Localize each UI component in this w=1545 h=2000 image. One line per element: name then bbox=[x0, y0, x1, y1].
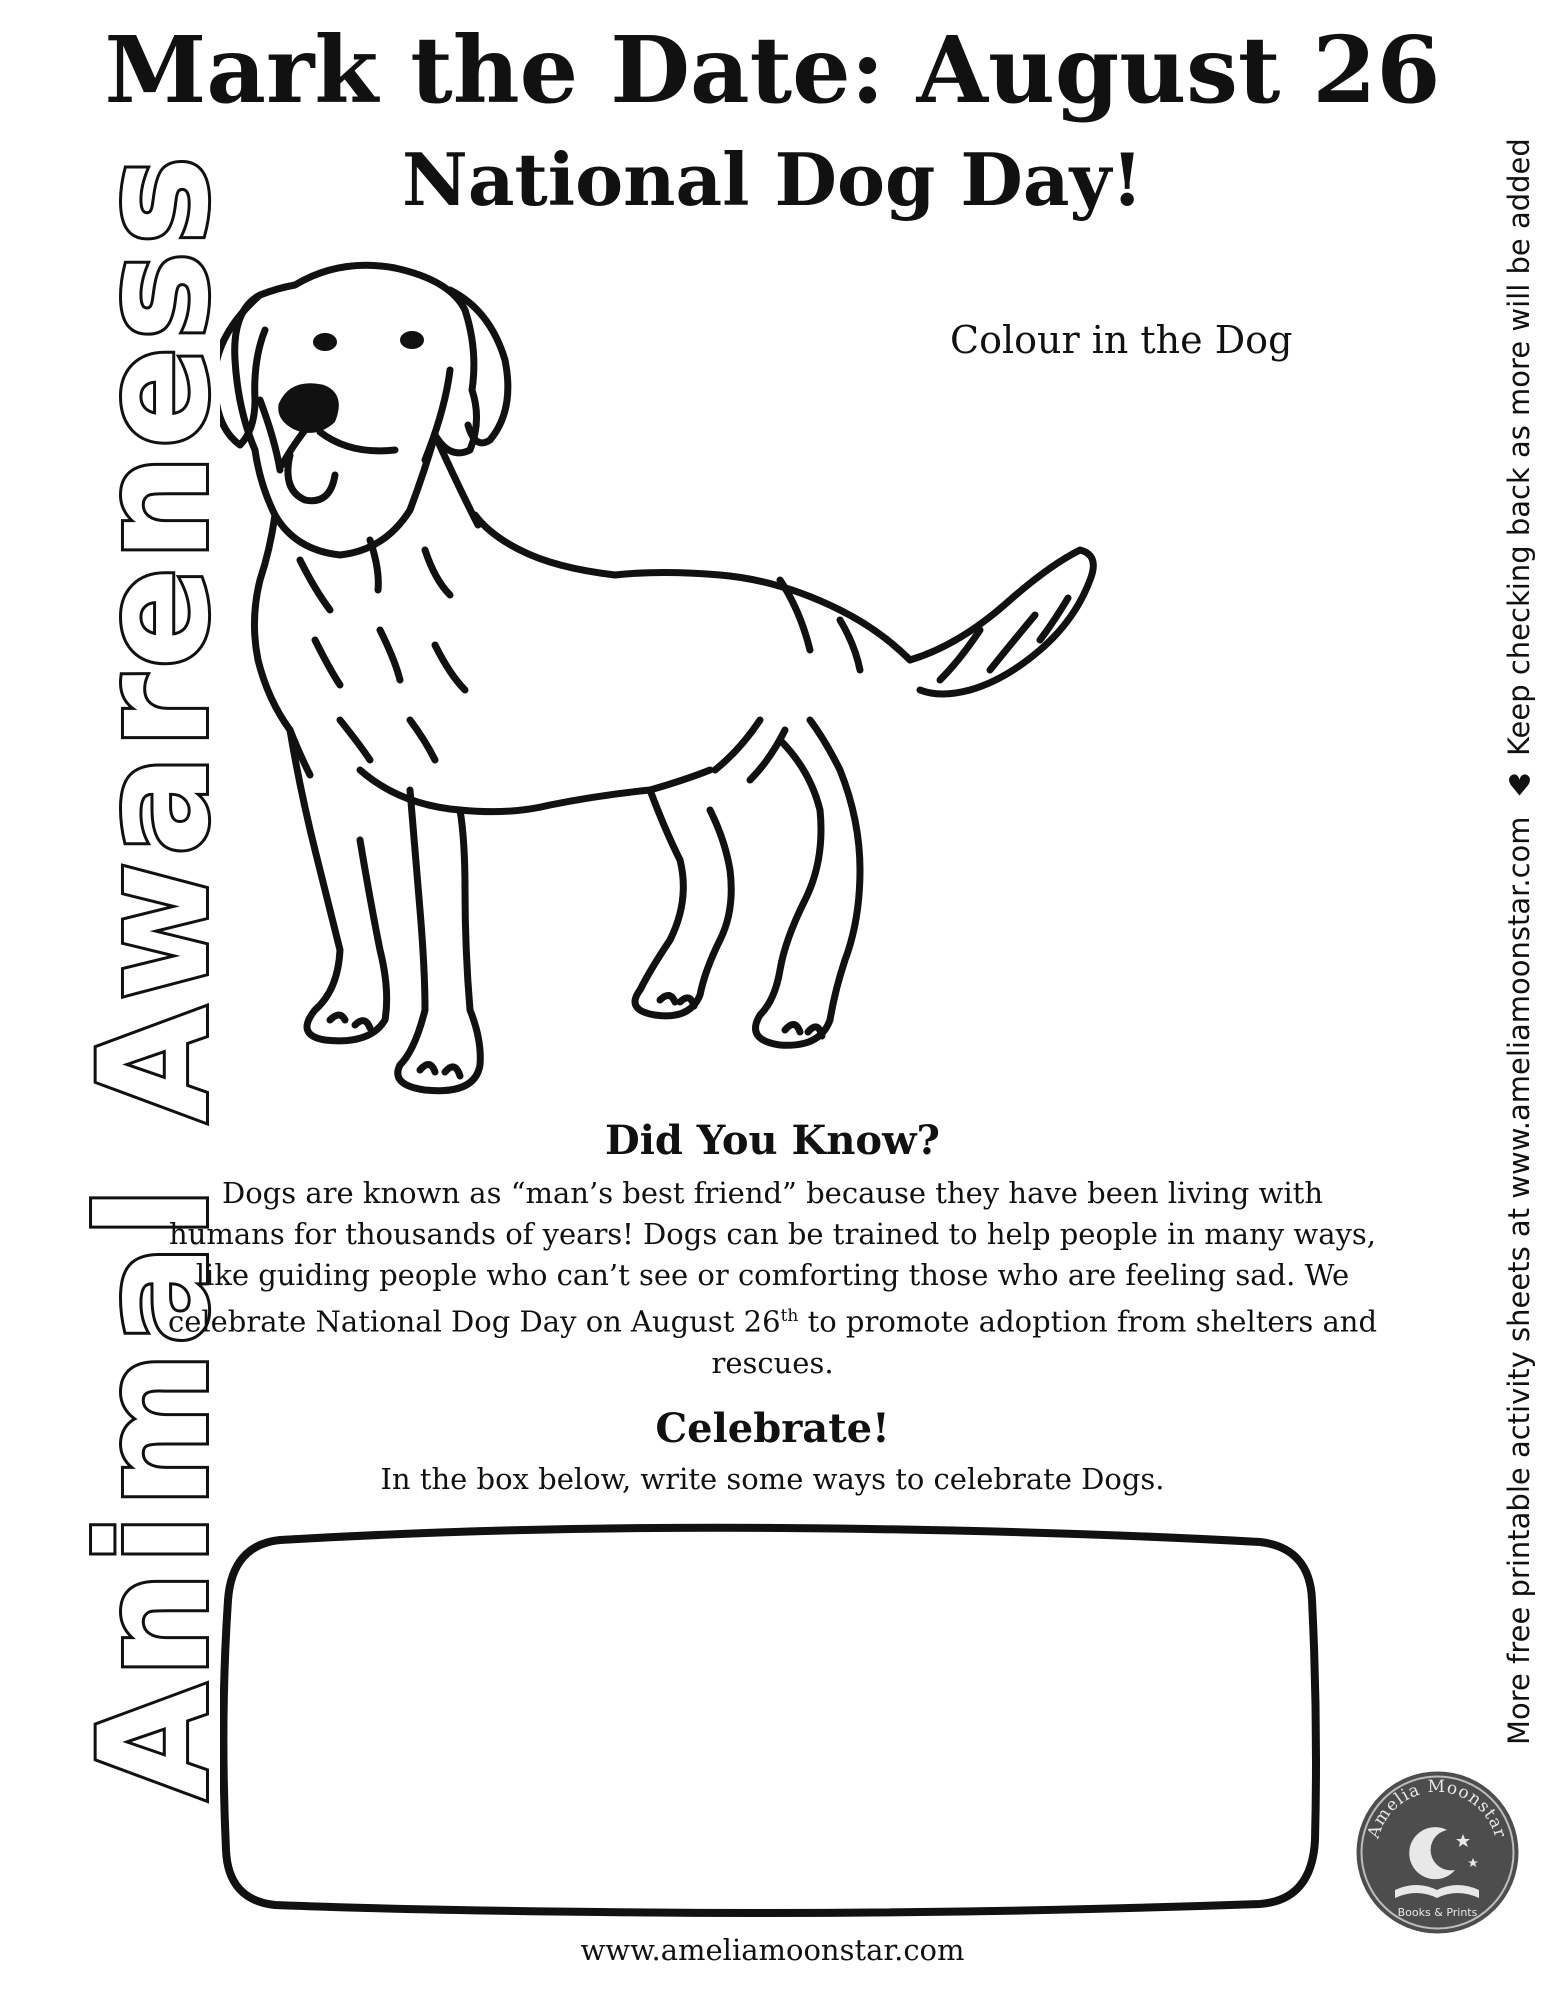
heart-icon: ♥ bbox=[1506, 768, 1533, 803]
animal-awareness-banner: Animal Awareness bbox=[68, 149, 242, 1800]
dog-mouth bbox=[282, 430, 395, 465]
celebrate-heading: Celebrate! bbox=[655, 1405, 890, 1452]
colour-instruction: Colour in the Dog bbox=[950, 318, 1293, 362]
dog-tongue bbox=[288, 455, 335, 501]
dog-left-eye bbox=[313, 333, 337, 351]
dog-front-paws bbox=[330, 1015, 460, 1076]
side-note-text-2: Keep checking back as more will be added bbox=[1502, 138, 1536, 757]
ordinal-suffix: th bbox=[780, 1306, 799, 1326]
side-note-text: More free printable activity sheets at www.ameliamoonstar.com bbox=[1502, 816, 1536, 1745]
logo-name-text: Amelia Moonstar bbox=[1363, 1776, 1511, 1841]
did-you-know-text-2: to promote adoption from shelters and rescues. bbox=[711, 1304, 1378, 1380]
amelia-moonstar-logo bbox=[1355, 1770, 1520, 1935]
dog-front-right-leg bbox=[398, 790, 481, 1091]
logo-tagline: Books & Prints bbox=[1397, 1906, 1478, 1919]
dog-hind-left-leg bbox=[635, 790, 731, 1016]
dog-back bbox=[475, 515, 910, 660]
footer-url: www.ameliamoonstar.com bbox=[580, 1933, 965, 1967]
page-subtitle: National Dog Day! bbox=[402, 137, 1143, 222]
page-title: Mark the Date: August 26 bbox=[104, 16, 1441, 124]
celebrate-instruction: In the box below, write some ways to celebrate Dogs. bbox=[380, 1462, 1165, 1496]
dog-right-eye bbox=[400, 331, 424, 349]
dog-outline-illustration bbox=[220, 250, 1260, 1110]
dog-tail bbox=[910, 550, 1093, 694]
dog-nose bbox=[282, 387, 336, 430]
dog-hind-right-leg bbox=[756, 720, 861, 1045]
dog-fur-chest bbox=[300, 540, 465, 760]
did-you-know-text: Dogs are known as “man’s best friend” because they have been living with humans for thousands of years! Dogs can be trained to help people in many ways, like guiding people who can’t see or comforting those who are feeling sad. We celebrate National Dog Day on August 26 bbox=[167, 1176, 1376, 1339]
did-you-know-heading: Did You Know? bbox=[605, 1117, 940, 1164]
did-you-know-body bbox=[160, 1173, 1385, 1384]
writing-box[interactable] bbox=[220, 1520, 1320, 1920]
